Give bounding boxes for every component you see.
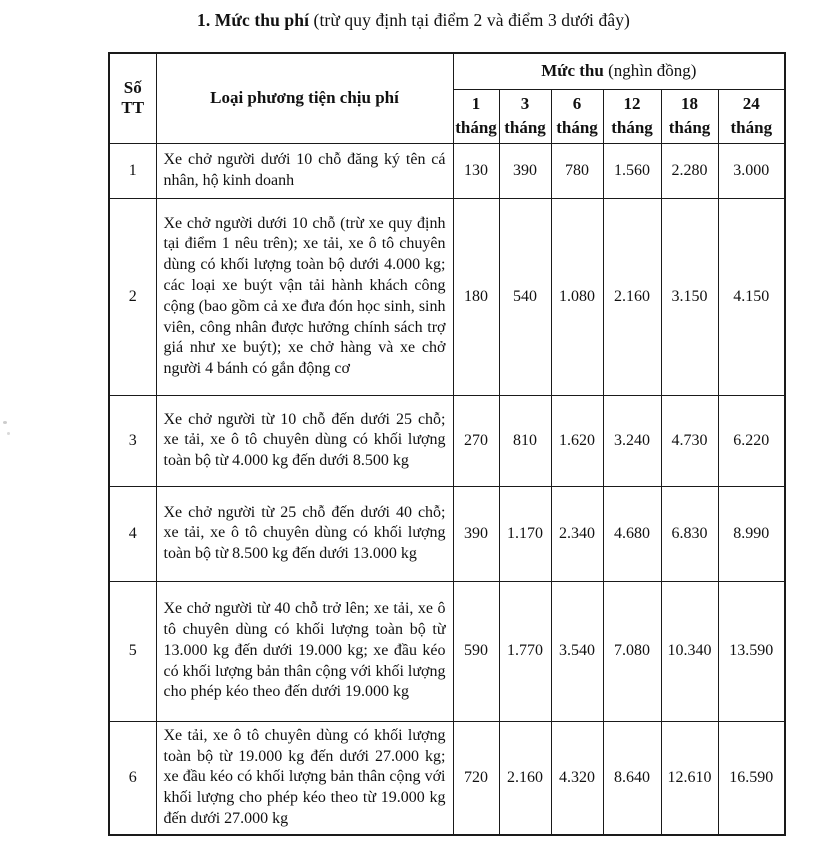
row-value: 3.150 <box>661 198 718 395</box>
row-stt: 2 <box>109 198 156 395</box>
row-value: 4.730 <box>661 395 718 486</box>
row-value: 540 <box>499 198 551 395</box>
header-muc-thu-unit: (nghìn đồng) <box>603 61 697 81</box>
page-title-rest: (trừ quy định tại điểm 2 và điểm 3 dưới đây) <box>309 10 630 30</box>
row-value: 1.560 <box>603 143 661 198</box>
row-desc: Xe tải, xe ô tô chuyên dùng có khối lượng toàn bộ từ 19.000 kg đến dưới 27.000 kg; xe đầu kéo có khối lượng bản thân cộng với khối lượng cho phép kéo theo từ 19.000 kg đến dưới 27.000 kg <box>156 721 453 834</box>
row-value: 13.590 <box>718 581 785 721</box>
table-row <box>109 143 785 198</box>
row-value: 6.220 <box>718 395 785 486</box>
row-value: 180 <box>453 198 499 395</box>
row-value: 130 <box>453 143 499 198</box>
header-month-3: 3 tháng <box>499 89 551 143</box>
row-value: 6.830 <box>661 486 718 581</box>
row-desc: Xe chở người dưới 10 chỗ đăng ký tên cá nhân, hộ kinh doanh <box>156 143 453 198</box>
row-value: 590 <box>453 581 499 721</box>
header-month-1: 1 tháng <box>453 89 499 143</box>
row-value: 3.000 <box>718 143 785 198</box>
row-value: 810 <box>499 395 551 486</box>
row-value: 4.680 <box>603 486 661 581</box>
row-value: 10.340 <box>661 581 718 721</box>
row-value: 1.170 <box>499 486 551 581</box>
row-desc: Xe chở người từ 25 chỗ đến dưới 40 chỗ; xe tải, xe ô tô chuyên dùng có khối lượng toàn bộ từ 8.500 kg đến dưới 13.000 kg <box>156 486 453 581</box>
row-desc: Xe chở người từ 10 chỗ đến dưới 25 chỗ; xe tải, xe ô tô chuyên dùng có khối lượng toàn bộ từ 4.000 kg đến dưới 8.500 kg <box>156 395 453 486</box>
table-row <box>109 198 785 395</box>
header-month-6: 6 tháng <box>551 89 603 143</box>
table-header <box>109 53 785 143</box>
row-desc: Xe chở người dưới 10 chỗ (trừ xe quy định tại điểm 1 nêu trên); xe tải, xe ô tô chuyên dùng có khối lượng toàn bộ dưới 4.000 kg; các loại xe buýt vận tải hành khách công cộng (bao gồm cả xe đưa đón học sinh, sinh viên, công nhân được hưởng chính sách trợ giá như xe buýt); xe chở hàng và xe chở người 4 bánh có gắn động cơ <box>156 198 453 395</box>
row-value: 1.080 <box>551 198 603 395</box>
header-muc-thu <box>453 53 785 89</box>
row-value: 1.770 <box>499 581 551 721</box>
row-value: 720 <box>453 721 499 834</box>
table-row <box>109 581 785 721</box>
header-muc-thu-bold: Mức thu <box>541 61 604 81</box>
table-row <box>109 721 785 834</box>
header-month-18: 18 tháng <box>661 89 718 143</box>
row-value: 3.540 <box>551 581 603 721</box>
row-stt: 1 <box>109 143 156 198</box>
row-stt: 6 <box>109 721 156 834</box>
row-value: 2.160 <box>499 721 551 834</box>
row-value: 16.590 <box>718 721 785 834</box>
header-vehicle-type: Loại phương tiện chịu phí <box>156 53 453 143</box>
row-value: 3.240 <box>603 395 661 486</box>
row-stt: 5 <box>109 581 156 721</box>
table-row <box>109 486 785 581</box>
scan-speck <box>3 421 7 424</box>
row-desc: Xe chở người từ 40 chỗ trở lên; xe tải, xe ô tô chuyên dùng có khối lượng toàn bộ từ 13.000 kg đến dưới 19.000 kg; xe đầu kéo có khối lượng bản thân cộng với khối lượng cho phép kéo theo đến dưới 19.000 kg <box>156 581 453 721</box>
row-value: 780 <box>551 143 603 198</box>
page-title-bold: 1. Mức thu phí <box>197 10 310 30</box>
row-value: 2.280 <box>661 143 718 198</box>
row-value: 390 <box>499 143 551 198</box>
scan-speck <box>7 432 10 435</box>
table-row <box>109 395 785 486</box>
row-value: 390 <box>453 486 499 581</box>
row-value: 8.990 <box>718 486 785 581</box>
row-stt: 3 <box>109 395 156 486</box>
fee-table <box>108 52 786 836</box>
row-value: 270 <box>453 395 499 486</box>
row-stt: 4 <box>109 486 156 581</box>
row-value: 8.640 <box>603 721 661 834</box>
row-value: 4.320 <box>551 721 603 834</box>
row-value: 1.620 <box>551 395 603 486</box>
page-title <box>0 10 827 31</box>
header-month-12: 12 tháng <box>603 89 661 143</box>
header-month-24: 24 tháng <box>718 89 785 143</box>
row-value: 2.340 <box>551 486 603 581</box>
row-value: 2.160 <box>603 198 661 395</box>
row-value: 12.610 <box>661 721 718 834</box>
row-value: 7.080 <box>603 581 661 721</box>
header-stt: Số TT <box>109 53 156 143</box>
row-value: 4.150 <box>718 198 785 395</box>
